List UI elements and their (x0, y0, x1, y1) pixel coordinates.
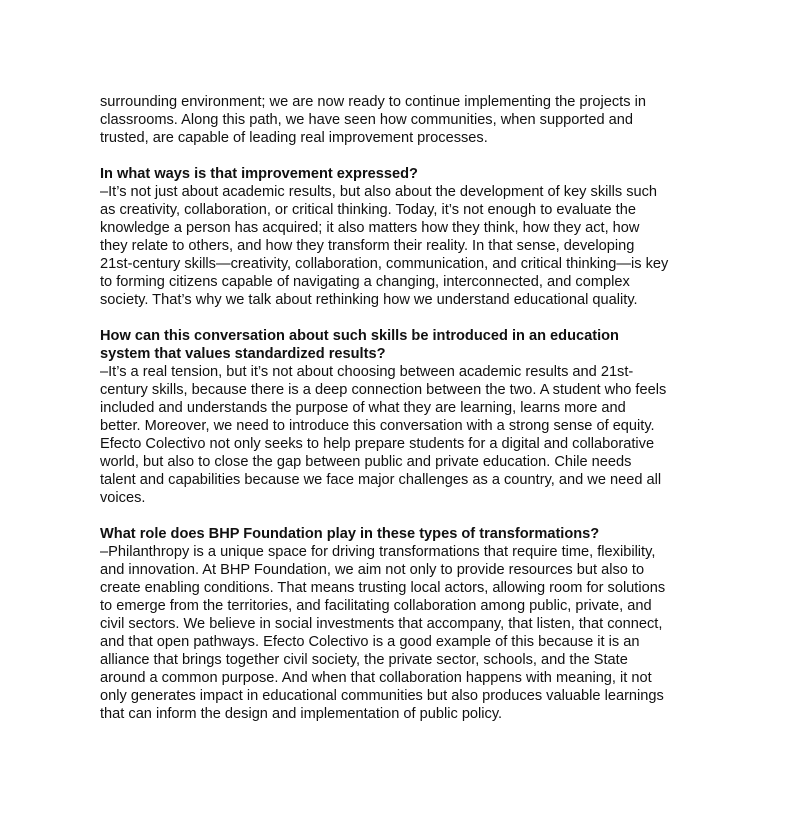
answer-paragraph: –It’s not just about academic results, but also about the development of key skills such as creativity, collaboration, or critical thinking. Today, it’s not enough to evaluate the knowledge a person has acquired; it also matters how they think, how they act, how they relate to others, and how they transform their reality. In that sense, developing 21st-century skills—creativity, collaboration, communication, and critical thinking—is key to forming citizens capable of navigating a changing, interconnected, and complex society. That’s why we talk about rethinking how we understand educational quality. (100, 184, 669, 308)
qa-section-2 (100, 327, 700, 507)
answer-paragraph: –Philanthropy is a unique space for driving transformations that require time, flexibility, and innovation. At BHP Foundation, we aim not only to provide resources but also to create enabling conditions. That means trusting local actors, allowing room for solutions to emerge from the territories, and facilitating collaboration among public, private, and civil sectors. We believe in social investments that accompany, that listen, that connect, and that open pathways. Efecto Colectivo is a good example of this because it is an alliance that brings together civil society, the private sector, schools, and the State around a common purpose. And when that collaboration happens with meaning, it not only generates impact in educational communities but also produces valuable learnings that can inform the design and implementation of public policy. (100, 544, 666, 722)
question-heading: In what ways is that improvement expressed? (100, 166, 418, 182)
answer-paragraph: –It’s a real tension, but it’s not about choosing between academic results and 21st- century skills, because there is a deep connection between the two. A student who feels included and understands the purpose of what they are learning, learns more and better. Moreover, we need to introduce this conversation with a strong sense of equity. Efecto Colectivo not only seeks to help prepare students for a digital and collaborative world, but also to close the gap between public and private education. Chile needs talent and capabilities because we face major challenges as a country, and we need all voices. (100, 364, 667, 506)
intro-paragraph: surrounding environment; we are now ready to continue implementing the projects in classrooms. Along this path, we have seen how communities, when supported and trusted, are capable of leading real improvement processes. (100, 94, 646, 146)
document-page (100, 93, 700, 723)
qa-section-1 (100, 165, 700, 309)
question-heading: How can this conversation about such skills be introduced in an education system that values standardized results? (100, 328, 619, 362)
qa-section-3 (100, 525, 700, 723)
question-heading: What role does BHP Foundation play in these types of transformations? (100, 526, 600, 542)
